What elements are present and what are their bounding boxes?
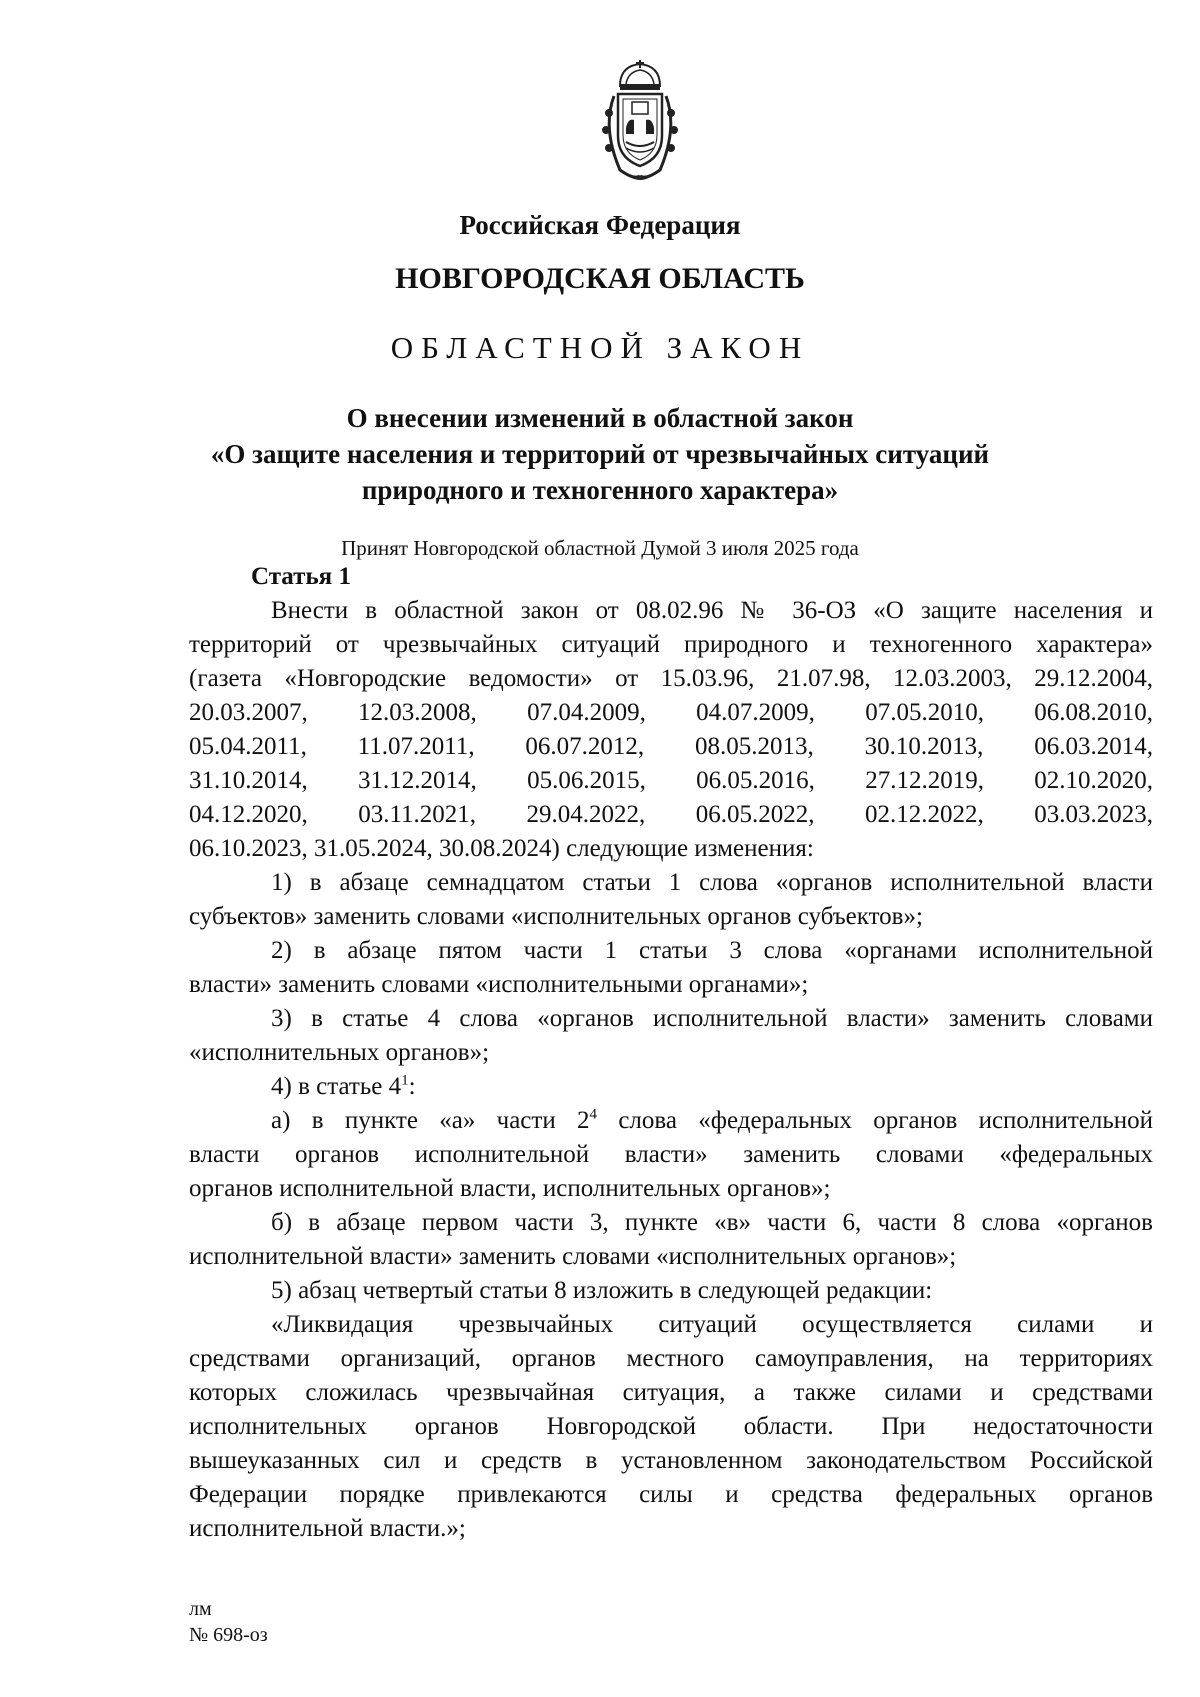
text-line: 5) абзац четвертый статьи 8 изложить в следующей редакции: (271, 1277, 933, 1304)
region-name: НОВГОРОДСКАЯ ОБЛАСТЬ (395, 262, 805, 295)
text-line: органов исполнительной власти, исполнительных органов»; (189, 1175, 831, 1202)
text-line: 06.10.2023, 31.05.2024, 30.08.2024) следующие изменения: (189, 835, 814, 862)
adoption-note: Принят Новгородской областной Думой 3 июля 2025 года (341, 536, 859, 560)
text-line: субъектов» заменить словами «исполнительных органов субъектов»; (189, 903, 923, 930)
text-line: 20.03.2007, 12.03.2008, 07.04.2009, 04.07.2009, 07.05.2010, 06.08.2010, (189, 699, 1153, 726)
text-line: власти органов исполнительной власти» заменить словами «федеральных (189, 1141, 1153, 1168)
text-line: исполнительной власти» заменить словами «исполнительных органов»; (189, 1243, 957, 1270)
executor-initials: лм (189, 1598, 212, 1620)
article-heading: Статья 1 (251, 563, 351, 590)
text-line: исполнительной власти.»; (189, 1515, 466, 1542)
text-line: «исполнительных органов»; (189, 1039, 490, 1066)
law-number: № 698-оз (189, 1624, 268, 1646)
text-line: 04.12.2020, 03.11.2021, 29.04.2022, 06.05.2022, 02.12.2022, 03.03.2023, (189, 801, 1153, 828)
text-line: 2) в абзаце пятом части 1 статьи 3 слова «органами исполнительной (271, 937, 1153, 964)
text-line: 1) в абзаце семнадцатом статьи 1 слова «органов исполнительной власти (271, 869, 1153, 896)
text-line-item-a (271, 1104, 1153, 1138)
superscript: 4 (589, 1106, 598, 1123)
text-line: которых сложилась чрезвычайная ситуация, а также силами и средствами (189, 1379, 1153, 1406)
text-line: территорий от чрезвычайных ситуаций природного и техногенного характера» (189, 631, 1153, 658)
law-title-line-3: природного и техногенного характера» (361, 475, 839, 505)
document-footer (189, 1596, 268, 1648)
text-line: Внести в областной закон от 08.02.96 № 36-ОЗ «О защите населения и (271, 597, 1153, 624)
text-line: средствами организаций, органов местного самоуправления, на территориях (189, 1345, 1153, 1372)
item-a-rest: слова «федеральных органов исполнительной (597, 1107, 1153, 1134)
law-title-line-2: «О защите населения и территорий от чрезвычайных ситуаций (210, 439, 990, 469)
text-line: «Ликвидация чрезвычайных ситуаций осуществляется силами и (271, 1311, 1153, 1338)
text-line: 05.04.2011, 11.07.2011, 06.07.2012, 08.05.2013, 30.10.2013, 06.03.2014, (189, 733, 1153, 760)
item-4-colon: : (408, 1073, 416, 1100)
text-line: Федерации порядке привлекаются силы и средства федеральных органов (189, 1481, 1153, 1508)
text-line-item-4 (271, 1070, 1153, 1104)
country-name: Российская Федерация (459, 210, 741, 240)
text-line: б) в абзаце первом части 3, пункте «в» части 6, части 8 слова «органов (271, 1209, 1153, 1236)
text-line: власти» заменить словами «исполнительными органами»; (189, 971, 809, 998)
text-line: 3) в статье 4 слова «органов исполнительной власти» заменить словами (271, 1005, 1153, 1032)
text-line: 31.10.2014, 31.12.2014, 05.06.2015, 06.05.2016, 27.12.2019, 02.10.2020, (189, 767, 1153, 794)
law-title-line-1: О внесении изменений в областной закон (346, 403, 854, 433)
item-a-text: а) в пункте «а» части 2 (271, 1107, 590, 1134)
text-line: (газета «Новгородские ведомости» от 15.03.96, 21.07.98, 12.03.2003, 29.12.2004, (189, 665, 1153, 692)
superscript: 1 (401, 1072, 409, 1089)
text-line: исполнительных органов Новгородской области. При недостаточности (189, 1413, 1153, 1440)
text-line: вышеуказанных сил и средств в установленном законодательством Российской (189, 1447, 1153, 1474)
item-4-text: 4) в статье 4 (271, 1073, 402, 1100)
law-type: ОБЛАСТНОЙ ЗАКОН (390, 330, 810, 365)
coat-of-arms-icon (590, 58, 690, 183)
